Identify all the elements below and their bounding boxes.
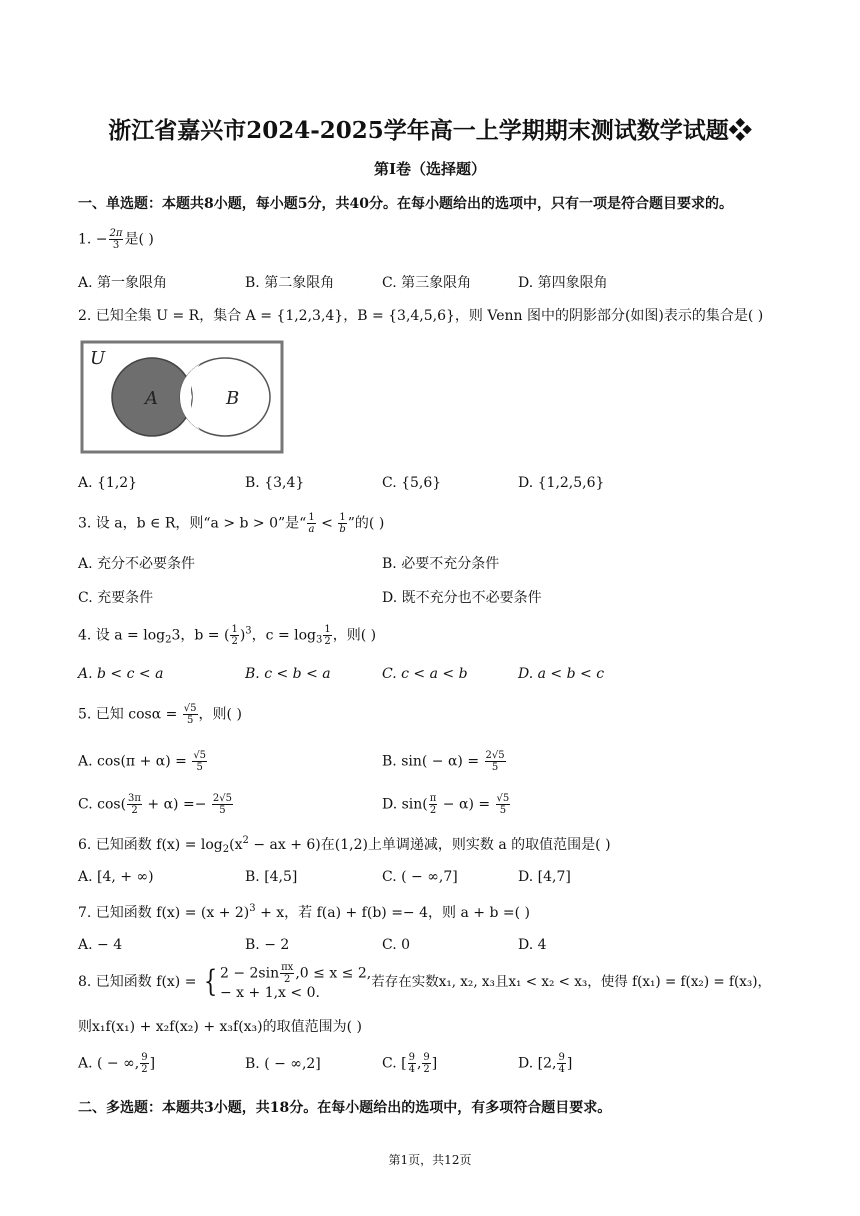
q1-option-a: A. 第一象限角 [78,275,168,291]
page-title: 浙江省嘉兴市2024-2025学年高一上学期期末测试数学试题❖ [108,117,752,144]
question-8: 8. 已知函数 f(x) = { 2 − 2sin $\frac{\pi x}{2}$ ,0 ≤ x ≤ 2, − x + 1,x < 0. 若存在实数x₁, x₂, x₃且x₁ < x₂ < x₃，使得 f(x₁) = f(x₂) = f(x₃)， [78,962,772,1001]
q8-option-a: A. ( − ∞, $\frac{9}{2}$ ] [78,1052,156,1075]
q6-option-c: C. ( − ∞,7] [382,869,458,885]
question-7: 7. 已知函数 $f(x) = (x + 2)^3 + x$，若 f(a) + f(b) =− 4，则 a + b =( ) [78,903,530,921]
q1-option-b: B. 第二象限角 [245,275,335,291]
q2-option-d: D. {1,2,5,6} [518,475,605,491]
section-multi-choice: 二、多选题：本题共3小题，共18分。在每小题给出的选项中，有多项符合题目要求。 [78,1100,612,1116]
venn-label-b: B [226,388,240,409]
q5-option-c: C. cos( $\frac{3\pi}{2}$ + α) =− $\frac{2√5}{5}$ [78,793,232,816]
page-footer: 第1页，共12页 [388,1153,472,1167]
q4-option-c: C. c < a < b [382,666,468,682]
q5-option-b: B. sin( − α) = $\frac{2√5}{5}$ [382,750,505,773]
q5-option-a: A. cos(π + α) = $\frac{√5}{5}$ [78,750,207,773]
q3-option-a: A. 充分不必要条件 [78,556,196,572]
question-8-line-2: 则x₁f(x₁) + x₂f(x₂) + x₃f(x₃)的取值范围为( ) [78,1019,362,1035]
q7-option-c: C. 0 [382,937,411,953]
section-single-choice: 一、单选题：本题共8小题，每小题5分，共40分。在每小题给出的选项中，只有一项是符合题目要求的。 [78,196,733,212]
volume-subtitle: 第I卷（选择题） [373,160,487,178]
q4-option-a: A. b < c < a [78,666,164,682]
q7-option-d: D. 4 [518,937,547,953]
q6-option-a: A. [4, + ∞) [78,869,154,885]
q7-option-a: A. − 4 [78,937,123,953]
question-6: 6. 已知函数 $f(x) = \log_2(x^2$ − ax + 6)在(1,2)上单调递减，则实数 a 的取值范围是( ) [78,835,611,855]
q2-option-a: A. {1,2} [78,475,138,491]
q3-option-d: D. 既不充分也不必要条件 [382,590,542,606]
q8-option-d: D. [2, $\frac{9}{4}$ ] [518,1052,573,1075]
question-5: 5. 已知 cosα = $\frac{√5}{5}$ ，则( ) [78,703,242,726]
question-4: 4. 设 $a = \log_23$，b = ( $\frac{1}{2}$ )$^3$，$c = \log_3$ $\frac{1}{2}$ ，则( ) [78,624,377,647]
venn-label-u: U [90,348,106,369]
q6-option-b: B. [4,5] [245,869,298,885]
q1-option-d: D. 第四象限角 [518,275,608,291]
venn-label-a: A [145,388,158,409]
q3-option-c: C. 充要条件 [78,590,154,606]
q5-option-d: D. sin( $\frac{\pi}{2}$ − α) = $\frac{√5}{5}$ [382,793,510,816]
q7-option-b: B. − 2 [245,937,290,953]
q6-option-d: D. [4,7] [518,869,571,885]
question-2: 2. 已知全集 U = R，集合 A = {1,2,3,4}，B = {3,4,5,6}，则 Venn 图中的阴影部分(如图)表示的集合是( ) [78,308,764,324]
q4-option-b: B. c < b < a [245,666,331,682]
q2-option-c: C. {5,6} [382,475,442,491]
q4-option-d: D. a < b < c [518,666,605,682]
question-3: 3. 设 a，b ∈ R，则“a > b > 0”是“ $\frac{1}{a}$ < $\frac{1}{b}$ ”的( ) [78,512,385,535]
question-1: 1. − $\frac{2\pi}{3}$ 是( ) [78,228,154,251]
q8-option-c: C. [ $\frac{9}{4}$ , $\frac{9}{2}$ ] [382,1052,438,1075]
q8-option-b: B. ( − ∞,2] [245,1056,321,1072]
venn-diagram [80,340,284,454]
q1-option-c: C. 第三象限角 [382,275,472,291]
q2-option-b: B. {3,4} [245,475,305,491]
q3-option-b: B. 必要不充分条件 [382,556,500,572]
